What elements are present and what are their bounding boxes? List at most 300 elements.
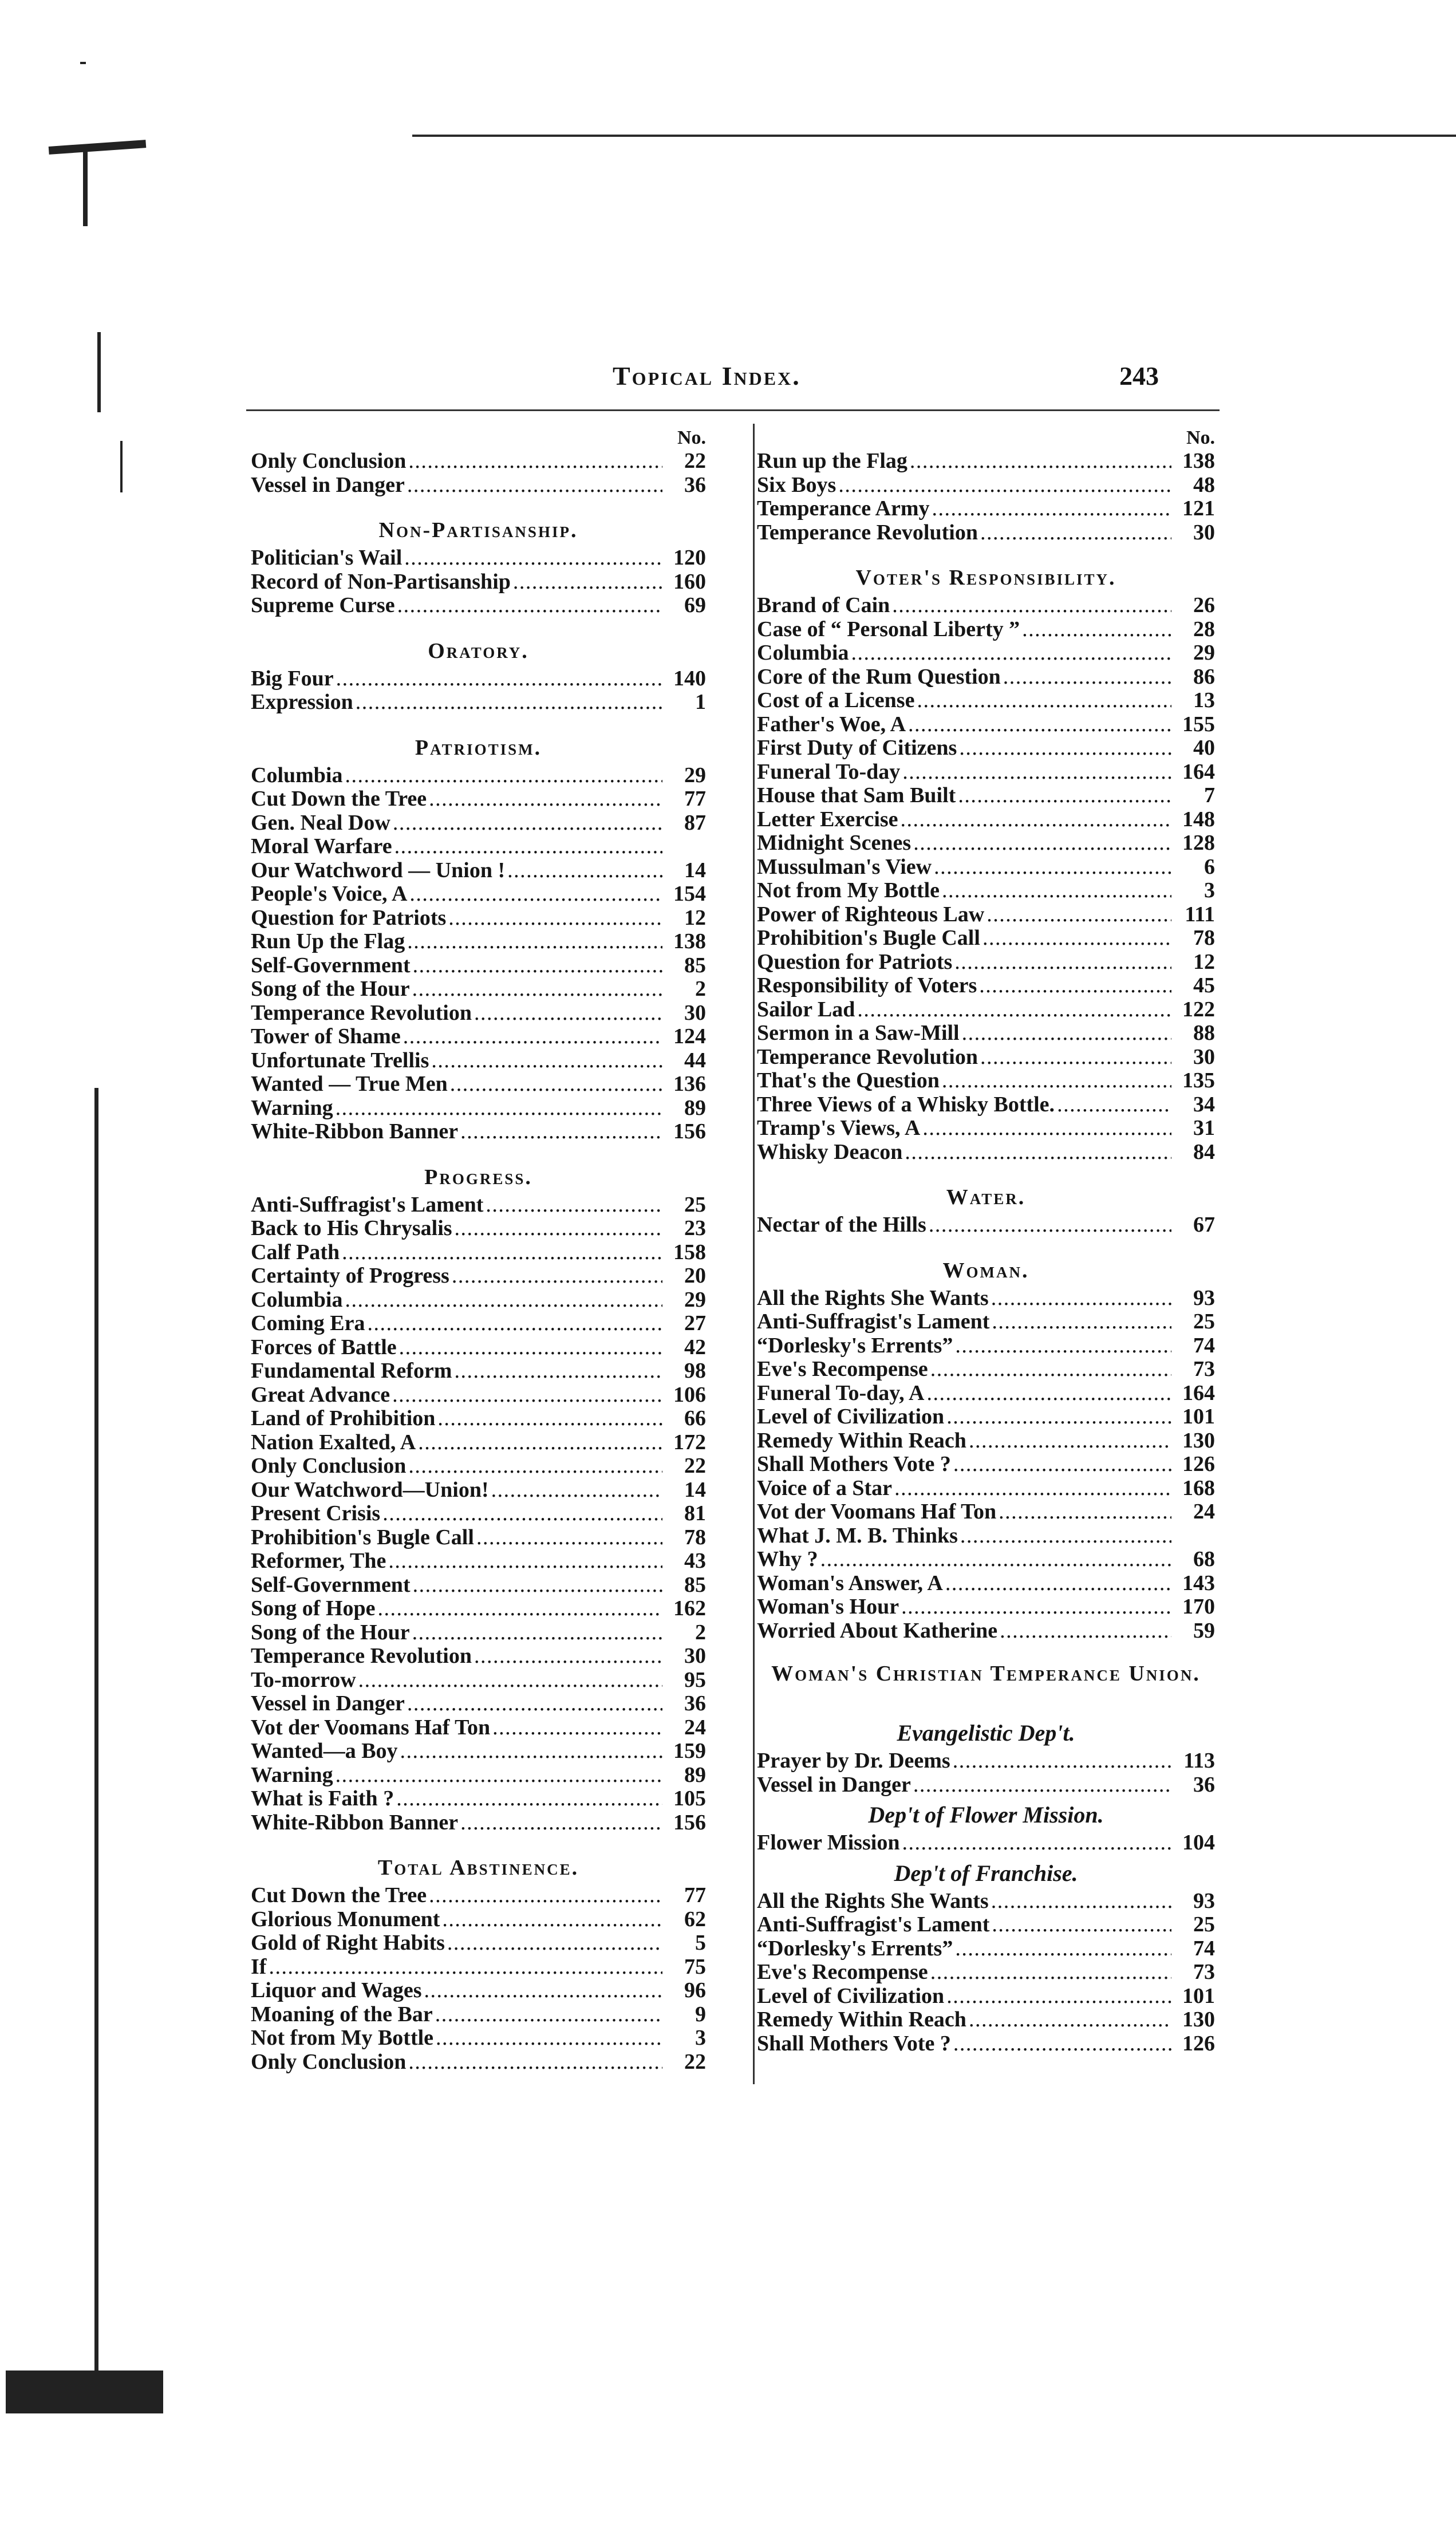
entry-title: Woman's Answer, A xyxy=(757,1571,943,1595)
entry-number: 140 xyxy=(673,666,706,691)
section-heading-non-partisanship: Non-Partisanship. xyxy=(378,518,578,542)
entry-title: Back to His Chrysalis xyxy=(251,1216,452,1240)
index-entry xyxy=(251,977,706,1001)
entry-title: Father's Woe, A xyxy=(757,712,906,736)
index-entry xyxy=(251,859,706,883)
index-entry xyxy=(251,1979,706,2003)
leader-dots xyxy=(926,1382,1171,1406)
entry-number: 81 xyxy=(684,1501,706,1525)
entry-number: 5 xyxy=(695,1931,706,1955)
entry-number: 62 xyxy=(684,1907,706,1931)
entry-title: Vessel in Danger xyxy=(757,1772,911,1797)
index-entry xyxy=(757,449,1215,474)
leader-dots xyxy=(413,1573,662,1598)
entry-number: 130 xyxy=(1182,2007,1215,2032)
entry-number: 30 xyxy=(684,1000,706,1025)
entry-number: 164 xyxy=(1182,1381,1215,1405)
entry-title: Expression xyxy=(251,690,353,714)
index-entry xyxy=(251,1217,706,1241)
entry-title: People's Voice, A xyxy=(251,882,408,906)
entry-title: Reformer, The xyxy=(251,1549,386,1573)
leader-dots xyxy=(901,1595,1171,1619)
leader-dots xyxy=(513,570,662,594)
entry-number: 74 xyxy=(1193,1936,1215,1961)
index-entry xyxy=(251,1001,706,1025)
leader-dots xyxy=(450,1072,662,1096)
entry-number: 105 xyxy=(673,1786,706,1811)
entry-title: Mussulman's View xyxy=(757,854,932,879)
entry-title: Prohibition's Bugle Call xyxy=(757,926,980,950)
index-entry xyxy=(757,808,1215,832)
entry-title: Level of Civilization xyxy=(757,1983,945,2008)
index-entry xyxy=(757,998,1215,1022)
entry-number: 93 xyxy=(1193,1285,1215,1310)
leader-dots xyxy=(407,930,662,954)
entry-number: 59 xyxy=(1193,1618,1215,1643)
index-entry xyxy=(251,1573,706,1598)
index-entry xyxy=(757,1429,1215,1453)
leader-dots xyxy=(413,954,662,978)
leader-dots xyxy=(930,1961,1171,1985)
entry-number: 30 xyxy=(684,1644,706,1668)
leader-dots xyxy=(954,950,1171,975)
entry-number: 29 xyxy=(1193,641,1215,665)
entry-number: 48 xyxy=(1193,472,1215,497)
index-entry xyxy=(757,1548,1215,1572)
index-entry xyxy=(251,1264,706,1288)
entry-title: Supreme Curse xyxy=(251,593,395,617)
leader-dots xyxy=(455,1217,662,1241)
entry-group xyxy=(251,667,706,715)
index-entry xyxy=(757,736,1215,760)
entry-number: 98 xyxy=(684,1359,706,1383)
entry-title: Only Conclusion xyxy=(251,1454,407,1478)
entry-title: What is Faith ? xyxy=(251,1786,394,1811)
index-entry xyxy=(251,546,706,570)
index-entry xyxy=(251,1716,706,1740)
entry-title: Why ? xyxy=(757,1547,818,1571)
index-entry xyxy=(251,570,706,594)
leader-dots xyxy=(945,1572,1171,1596)
index-entry xyxy=(251,1336,706,1360)
entry-number: 128 xyxy=(1182,831,1215,855)
leader-dots xyxy=(1003,665,1171,689)
leader-dots xyxy=(917,689,1171,713)
index-entry xyxy=(251,1811,706,1835)
entry-title: Remedy Within Reach xyxy=(757,1428,966,1453)
leader-dots xyxy=(368,1312,663,1336)
index-entry xyxy=(757,1093,1215,1117)
index-entry xyxy=(251,2050,706,2074)
entry-title: Responsibility of Voters xyxy=(757,973,977,997)
entry-title: Anti-Suffragist's Lament xyxy=(251,1192,484,1217)
entry-number: 122 xyxy=(1182,997,1215,1021)
leader-dots xyxy=(902,1831,1171,1855)
entry-title: Wanted—a Boy xyxy=(251,1739,398,1763)
leader-dots xyxy=(336,667,662,691)
section-heading-wctu: Woman's Christian Temperance Union. xyxy=(771,1662,1201,1686)
leader-dots xyxy=(851,641,1171,665)
entry-title: Funeral To-day, A xyxy=(757,1381,925,1405)
entry-title: Case of “ Personal Liberty ” xyxy=(757,617,1020,641)
entry-title: Temperance Revolution xyxy=(251,1000,472,1025)
entry-number: 160 xyxy=(673,569,706,594)
entry-group xyxy=(251,546,706,618)
running-head xyxy=(0,361,1456,395)
entry-number: 126 xyxy=(1182,2031,1215,2056)
index-entry xyxy=(251,691,706,715)
entry-number: 69 xyxy=(684,593,706,617)
index-entry xyxy=(251,1072,706,1096)
leader-dots xyxy=(486,1193,662,1217)
leader-dots xyxy=(388,1549,662,1573)
leader-dots xyxy=(394,835,662,859)
entry-number: 67 xyxy=(1193,1213,1215,1237)
leader-dots xyxy=(492,1716,662,1740)
entry-title: To-morrow xyxy=(251,1667,356,1692)
section-heading-oratory: Oratory. xyxy=(428,638,529,663)
entry-title: Eve's Recompense xyxy=(757,1357,928,1381)
entry-number: 111 xyxy=(1185,902,1215,926)
entry-number: 66 xyxy=(684,1406,706,1430)
entry-title: Temperance Revolution xyxy=(251,1644,472,1668)
index-entry xyxy=(251,1955,706,1979)
leader-dots xyxy=(992,1913,1171,1937)
entry-number: 1 xyxy=(695,690,706,714)
header-rule xyxy=(246,409,1220,411)
index-entry xyxy=(251,1764,706,1788)
leader-dots xyxy=(412,1621,662,1645)
index-entry xyxy=(251,954,706,978)
index-entry xyxy=(251,1120,706,1144)
subsection-heading-franchise: Dep't of Franchise. xyxy=(894,1860,1078,1886)
entry-number: 14 xyxy=(684,858,706,882)
entry-title: All the Rights She Wants xyxy=(757,1285,989,1310)
entry-title: Gen. Neal Dow xyxy=(251,810,390,835)
entry-number: 155 xyxy=(1182,712,1215,736)
entry-number: 101 xyxy=(1182,1983,1215,2008)
entry-number: 75 xyxy=(684,1954,706,1979)
leader-dots xyxy=(342,1241,662,1265)
index-entry xyxy=(757,641,1215,665)
entry-group xyxy=(757,1287,1215,1643)
entry-title: Run Up the Flag xyxy=(251,929,405,953)
index-entry xyxy=(757,831,1215,855)
leader-dots xyxy=(955,1937,1171,1961)
index-entry xyxy=(757,1382,1215,1406)
index-entry xyxy=(757,1069,1215,1093)
leader-dots xyxy=(820,1548,1171,1572)
index-entry xyxy=(757,1453,1215,1477)
entry-number: 9 xyxy=(695,2002,706,2026)
index-entry xyxy=(757,760,1215,784)
entry-title: What J. M. B. Thinks xyxy=(757,1523,958,1548)
entry-number: 138 xyxy=(1182,449,1215,473)
leader-dots xyxy=(942,879,1171,903)
entry-title: Warning xyxy=(251,1095,333,1120)
entry-title: Song of Hope xyxy=(251,1596,376,1620)
entry-title: Certainty of Progress xyxy=(251,1264,449,1288)
index-entry xyxy=(251,1454,706,1478)
leader-dots xyxy=(953,1453,1171,1477)
entry-number: 148 xyxy=(1182,807,1215,831)
leader-dots xyxy=(905,1141,1171,1165)
index-entry xyxy=(757,1831,1215,1855)
leader-dots xyxy=(336,1096,662,1121)
index-entry xyxy=(757,1595,1215,1619)
entry-number: 154 xyxy=(673,882,706,906)
entry-title: Fundamental Reform xyxy=(251,1359,452,1383)
entry-title: Eve's Recompense xyxy=(757,1960,928,1984)
entry-title: Power of Righteous Law xyxy=(757,902,985,926)
entry-title: Woman's Hour xyxy=(757,1595,899,1619)
entry-title: Vot der Voomans Haf Ton xyxy=(757,1500,997,1524)
leader-dots xyxy=(345,1288,662,1312)
entry-title: Vot der Voomans Haf Ton xyxy=(251,1715,491,1740)
leader-dots xyxy=(418,1431,662,1455)
index-entry xyxy=(251,787,706,811)
entry-number: 43 xyxy=(684,1549,706,1573)
index-entry xyxy=(251,594,706,618)
entry-title: Midnight Scenes xyxy=(757,831,912,855)
entry-title: Funeral To-day xyxy=(757,759,901,784)
leader-dots xyxy=(447,1931,662,1955)
index-entry xyxy=(757,1619,1215,1643)
index-entry xyxy=(757,2008,1215,2032)
entry-number: 74 xyxy=(1193,1333,1215,1358)
entry-number: 36 xyxy=(684,472,706,497)
index-entry xyxy=(757,1213,1215,1237)
entry-title: Only Conclusion xyxy=(251,449,407,473)
entry-number: 73 xyxy=(1193,1960,1215,1984)
index-entry xyxy=(757,497,1215,521)
leader-dots xyxy=(412,977,662,1001)
entry-title: Big Four xyxy=(251,666,334,691)
entry-number: 27 xyxy=(684,1311,706,1335)
entry-number: 101 xyxy=(1182,1405,1215,1429)
entry-number: 96 xyxy=(684,1978,706,2002)
leader-dots xyxy=(960,1524,1171,1548)
entry-title: Not from My Bottle xyxy=(251,2026,434,2050)
leader-dots xyxy=(454,1359,662,1383)
leader-dots xyxy=(929,1213,1171,1237)
entry-group xyxy=(757,1831,1215,1855)
leader-dots xyxy=(435,2003,662,2027)
index-entry xyxy=(757,784,1215,808)
leader-dots xyxy=(1057,1093,1171,1117)
entry-title: That's the Question xyxy=(757,1068,940,1092)
leader-dots xyxy=(452,1264,662,1288)
index-entry xyxy=(251,449,706,474)
index-entry xyxy=(757,1937,1215,1961)
index-entry xyxy=(251,1502,706,1526)
leader-dots xyxy=(356,691,662,715)
leader-dots xyxy=(892,594,1171,618)
entry-number: 162 xyxy=(673,1596,706,1620)
entry-number: 172 xyxy=(673,1430,706,1454)
leader-dots xyxy=(407,1692,662,1716)
leader-dots xyxy=(946,1405,1171,1429)
entry-title: Question for Patriots xyxy=(251,905,447,930)
entry-title: Voice of a Star xyxy=(757,1476,893,1500)
index-entry xyxy=(251,811,706,835)
entry-title: White-Ribbon Banner xyxy=(251,1810,459,1835)
entry-number: 14 xyxy=(684,1477,706,1502)
index-entry xyxy=(251,1096,706,1121)
entry-number: 40 xyxy=(1193,736,1215,760)
index-entry xyxy=(251,1383,706,1407)
leader-dots xyxy=(396,1787,662,1811)
entry-title: Unfortunate Trellis xyxy=(251,1048,429,1072)
leader-dots xyxy=(953,1749,1171,1773)
entry-group xyxy=(757,594,1215,1164)
entry-number: 36 xyxy=(1193,1772,1215,1797)
leader-dots xyxy=(1000,1619,1171,1643)
entry-title: Temperance Army xyxy=(757,496,930,520)
leader-dots xyxy=(969,1429,1171,1453)
entry-number: 29 xyxy=(684,763,706,787)
entry-number: 2 xyxy=(695,977,706,1001)
entry-number: 86 xyxy=(1193,664,1215,689)
index-entry xyxy=(251,1049,706,1073)
entry-number: 28 xyxy=(1193,617,1215,641)
entry-number: 159 xyxy=(673,1739,706,1763)
entry-number: 164 xyxy=(1182,759,1215,784)
entry-number: 30 xyxy=(1193,520,1215,545)
entry-title: Land of Prohibition xyxy=(251,1406,436,1430)
index-column-right xyxy=(757,427,1215,2056)
entry-title: Our Watchword—Union! xyxy=(251,1477,489,1502)
index-entry xyxy=(251,764,706,788)
leader-dots xyxy=(392,1383,662,1407)
entry-number: 68 xyxy=(1193,1547,1215,1571)
entry-title: Great Advance xyxy=(251,1382,390,1407)
leader-dots xyxy=(959,736,1171,760)
entry-number: 156 xyxy=(673,1810,706,1835)
leader-dots xyxy=(953,2032,1171,2056)
entry-title: Worried About Katherine xyxy=(757,1618,998,1643)
leader-dots xyxy=(382,1502,662,1526)
entry-title: Record of Non-Partisanship xyxy=(251,569,511,594)
entry-title: Not from My Bottle xyxy=(757,878,940,902)
leader-dots xyxy=(980,1046,1171,1070)
index-entry xyxy=(757,1524,1215,1548)
leader-dots xyxy=(429,1884,662,1908)
subsection-heading-flower-mission: Dep't of Flower Mission. xyxy=(868,1802,1104,1828)
leader-dots xyxy=(403,1025,662,1049)
entry-title: Politician's Wail xyxy=(251,546,403,570)
index-entry xyxy=(757,474,1215,498)
index-entry xyxy=(757,1405,1215,1429)
index-entry xyxy=(251,1241,706,1265)
entry-title: All the Rights She Wants xyxy=(757,1888,989,1913)
entry-number: 126 xyxy=(1182,1452,1215,1476)
index-entry xyxy=(251,667,706,691)
leader-dots xyxy=(991,1287,1171,1311)
section-heading-progress: Progress. xyxy=(424,1165,532,1189)
index-entry xyxy=(251,1740,706,1764)
leader-dots xyxy=(399,1336,662,1360)
entry-group xyxy=(757,1749,1215,1797)
entry-title: Sermon in a Saw-Mill xyxy=(757,1021,960,1045)
entry-number: 42 xyxy=(684,1335,706,1359)
entry-group xyxy=(251,764,706,1144)
leader-dots xyxy=(408,449,662,474)
entry-number: 30 xyxy=(1193,1044,1215,1069)
index-entry xyxy=(251,1025,706,1049)
entry-number: 78 xyxy=(1193,926,1215,950)
leader-dots xyxy=(377,1597,662,1621)
leader-dots xyxy=(476,1526,662,1550)
entry-number: 26 xyxy=(1193,593,1215,617)
entry-number: 95 xyxy=(684,1667,706,1692)
index-entry xyxy=(757,974,1215,998)
entry-number: 6 xyxy=(1204,854,1215,879)
entry-title: Remedy Within Reach xyxy=(757,2007,966,2032)
entry-group xyxy=(757,1890,1215,2056)
entry-number: 25 xyxy=(1193,1310,1215,1334)
entry-title: Warning xyxy=(251,1762,333,1787)
entry-number: 44 xyxy=(684,1048,706,1072)
entry-title: Liquor and Wages xyxy=(251,1978,422,2002)
leader-dots xyxy=(969,2008,1171,2032)
entry-title: Columbia xyxy=(757,641,849,665)
leader-dots xyxy=(934,855,1171,879)
entry-number: 143 xyxy=(1182,1571,1215,1595)
entry-title: Self-Government xyxy=(251,953,411,977)
entry-title: Wanted — True Men xyxy=(251,1072,448,1096)
entry-title: Columbia xyxy=(251,763,343,787)
leader-dots xyxy=(345,764,662,788)
index-entry xyxy=(251,1621,706,1645)
section-heading-patriotism: Patriotism. xyxy=(415,735,542,760)
index-entry xyxy=(251,1644,706,1669)
leader-dots xyxy=(1022,618,1171,642)
entry-number: 87 xyxy=(684,810,706,835)
entry-title: Coming Era xyxy=(251,1311,365,1335)
entry-number: 45 xyxy=(1193,973,1215,997)
index-entry xyxy=(757,855,1215,879)
leader-dots xyxy=(436,2026,662,2050)
section-heading-woman: Woman. xyxy=(942,1258,1029,1283)
entry-title: Temperance Revolution xyxy=(757,520,978,545)
index-entry xyxy=(251,1692,706,1716)
leader-dots xyxy=(424,1979,663,2003)
leader-dots xyxy=(901,808,1171,832)
index-entry xyxy=(757,950,1215,975)
entry-number: 25 xyxy=(1193,1912,1215,1936)
entry-title: Gold of Right Habits xyxy=(251,1931,445,1955)
entry-number: 2 xyxy=(695,1620,706,1644)
entry-number: 31 xyxy=(1193,1116,1215,1140)
entry-title: Nation Exalted, A xyxy=(251,1430,416,1454)
index-entry xyxy=(251,2003,706,2027)
index-entry xyxy=(757,618,1215,642)
leader-dots xyxy=(400,1740,662,1764)
leader-dots xyxy=(393,811,662,835)
no-column-heading: No. xyxy=(677,427,706,448)
entry-title: Three Views of a Whisky Bottle. xyxy=(757,1092,1055,1117)
index-entry xyxy=(757,1141,1215,1165)
leader-dots xyxy=(910,449,1171,474)
top-rule xyxy=(412,135,1456,137)
index-entry xyxy=(757,713,1215,737)
index-entry xyxy=(757,1773,1215,1797)
index-entry xyxy=(251,1193,706,1217)
index-entry xyxy=(757,1046,1215,1070)
leader-dots xyxy=(982,926,1171,950)
leader-dots xyxy=(958,784,1171,808)
